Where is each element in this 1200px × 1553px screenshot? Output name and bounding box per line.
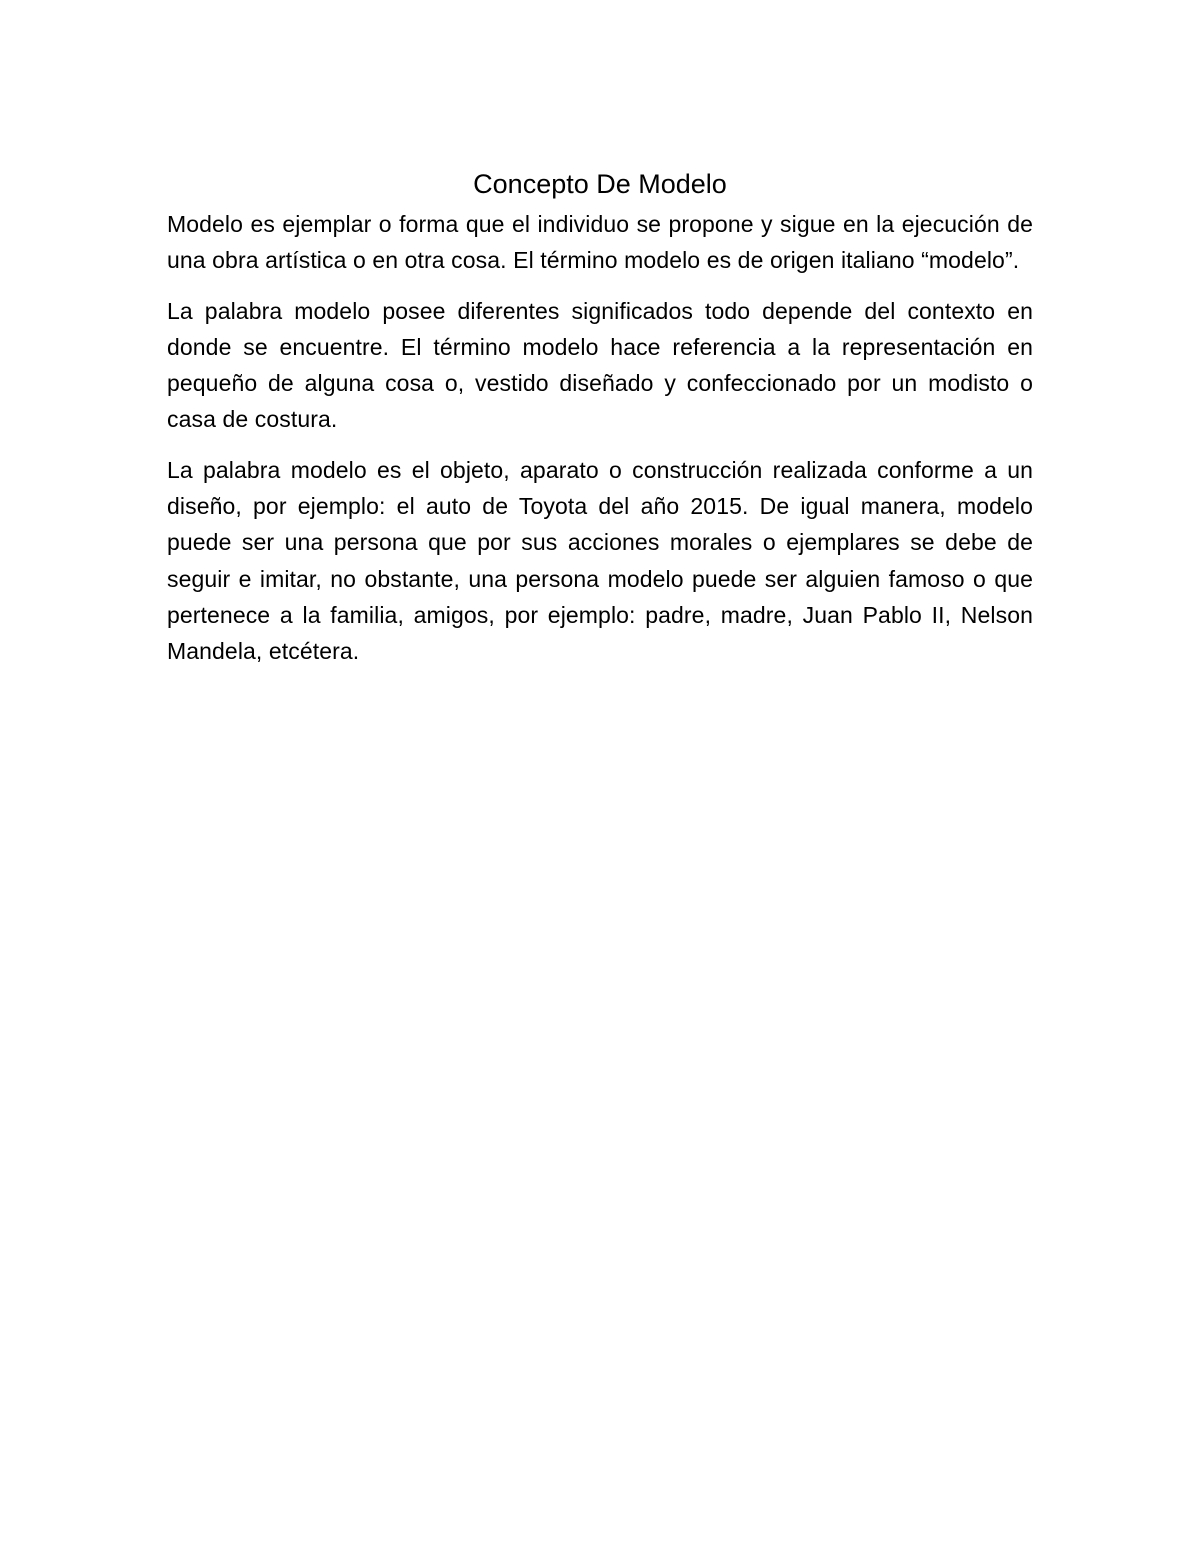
paragraph-1: Modelo es ejemplar o forma que el individuo se propone y sigue en la ejecución de una obra artística o en otra cosa. El término modelo es de origen italiano “modelo”. (167, 211, 1033, 274)
paragraph-3: La palabra modelo es el objeto, aparato o construcción realizada conforme a un diseño, por ejemplo: el auto de Toyota del año 2015. De igual manera, modelo puede ser una persona que por sus acciones morales o ejemplares se debe de seguir e imitar, no obstante, una persona modelo puede ser alguien famoso o que pertenece a la familia, amigos, por ejemplo: padre, madre, Juan Pablo II, Nelson Mandela, etcétera. (167, 456, 1033, 665)
document-title: Concepto De Modelo (473, 169, 727, 199)
paragraph-2: La palabra modelo posee diferentes significados todo depende del contexto en donde se encuentre. El término modelo hace referencia a la representación en pequeño de alguna cosa o, vestido diseñado y confeccionado por un modisto o casa de costura. (167, 297, 1033, 433)
document-body (167, 166, 1033, 684)
